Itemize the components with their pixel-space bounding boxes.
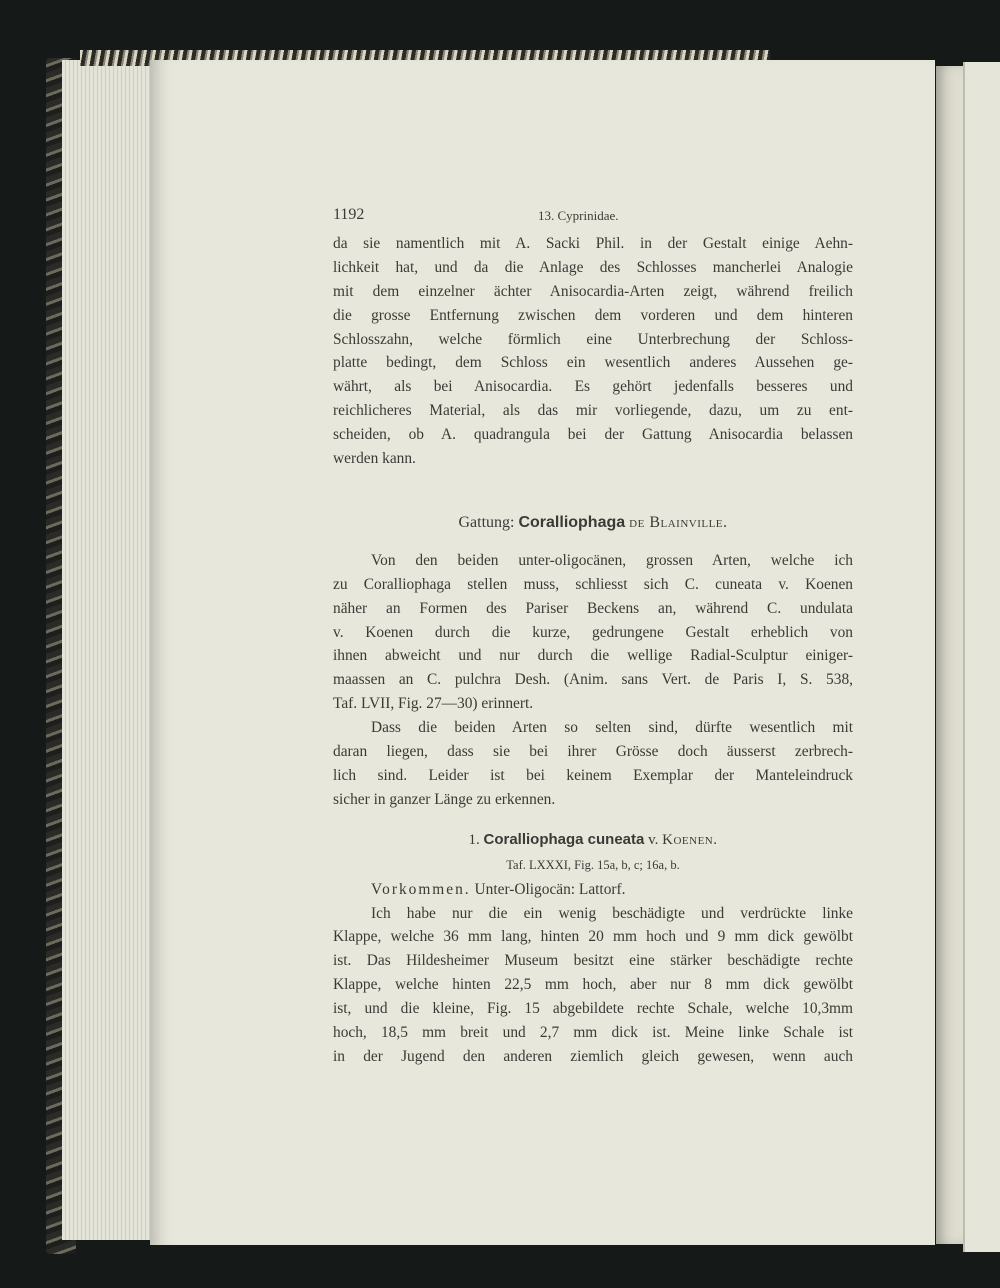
text-line: lichkeit hat, und da die Anlage des Schlosses mancherlei Analogie xyxy=(333,258,853,276)
text-line: Schlosszahn, welche förmlich eine Unterbrechung der Schloss- xyxy=(333,330,853,348)
page-number: 1192 xyxy=(333,206,365,223)
paragraph-anisocardia xyxy=(333,232,853,471)
paragraph-genus-intro xyxy=(333,549,853,716)
text-line: Klappe, welche 36 mm lang, hinten 20 mm hoch und 9 mm dick gewölbt xyxy=(333,928,853,946)
text-line: lich sind. Leider ist bei keinem Exemplar der Manteleindruck xyxy=(333,766,853,784)
text-line: währt, als bei Anisocardia. Es gehört jedenfalls besseres und xyxy=(333,378,853,396)
text-line: Ich habe nur die ein wenig beschädigte und verdrückte linke xyxy=(371,904,853,922)
text-line: die grosse Entfernung zwischen dem vorderen und dem hinteren xyxy=(333,306,853,324)
text-line: ist, und die kleine, Fig. 15 abgebildete rechte Schale, welche 10,3mm xyxy=(333,1000,853,1018)
species-number: 1. xyxy=(468,831,480,848)
text-line: daran liegen, dass sie bei ihrer Grösse doch äusserst zerbrech- xyxy=(333,743,853,761)
text-line: reichlicheres Material, als das mir vorliegende, dazu, um zu ent- xyxy=(333,402,853,420)
text-line: zu Coralliophaga stellen muss, schliesst sich C. cuneata v. Koenen xyxy=(333,575,853,593)
paragraph-rarity xyxy=(333,716,853,812)
species-author: Koenen. xyxy=(662,831,718,848)
species-author-prefix: v. xyxy=(648,831,659,848)
text-line: Klappe, welche hinten 22,5 mm hoch, aber nur 8 mm dick gewölbt xyxy=(333,976,853,994)
facing-page-strip xyxy=(963,62,1000,1252)
genus-name: Coralliophaga xyxy=(518,513,626,531)
species-name: Coralliophaga cuneata xyxy=(483,830,645,848)
genus-prefix: Gattung: xyxy=(458,513,519,531)
text-line: in der Jugend den anderen ziemlich gleich gewesen, wenn auch xyxy=(333,1047,853,1065)
genus-author: de Blainville. xyxy=(629,513,728,531)
text-line: da sie namentlich mit A. Sacki Phil. in der Gestalt einige Aehn- xyxy=(333,235,853,252)
text-line: werden kann. xyxy=(333,450,416,468)
chapter-title: 13. Cyprinidae. xyxy=(538,208,619,223)
text-line: v. Koenen durch die kurze, gedrungene Gestalt erheblich von xyxy=(333,623,853,641)
text-line: platte bedingt, dem Schloss ein wesentlich anderes Aussehen ge- xyxy=(333,354,853,372)
text-line: ihnen abweicht und nur durch die wellige Radial-Sculptur einiger- xyxy=(333,647,853,665)
species-heading xyxy=(333,828,853,852)
text-line: näher an Formen des Pariser Beckens an, während C. undulata xyxy=(333,599,853,617)
genus-heading xyxy=(333,509,853,537)
text-line: maassen an C. pulchra Desh. (Anim. sans Vert. de Paris I, S. 538, xyxy=(333,671,853,689)
occurrence-text: Unter-Oligocän: Lattorf. xyxy=(474,880,626,898)
occurrence-line xyxy=(333,878,853,902)
text-line: mit dem einzelner ächter Anisocardia-Arten zeigt, während freilich xyxy=(333,282,853,300)
paragraph-specimens xyxy=(333,902,853,1069)
text-line: Von den beiden unter-oligocänen, grossen Arten, welche ich xyxy=(371,551,853,569)
text-line: Taf. LVII, Fig. 27—30) erinnert. xyxy=(333,695,534,713)
text-line: hoch, 18,5 mm breit und 2,7 mm dick ist. Meine linke Schale ist xyxy=(333,1024,853,1042)
text-line: sicher in ganzer Länge zu erkennen. xyxy=(333,790,556,808)
paragraph-occurrence xyxy=(333,878,853,902)
plate-reference: Taf. LXXXI, Fig. 15a, b, c; 16a, b. xyxy=(506,857,680,872)
text-line: scheiden, ob A. quadrangula bei der Gattung Anisocardia belassen xyxy=(333,426,853,444)
running-head xyxy=(333,206,853,232)
page-content xyxy=(333,206,853,1069)
occurrence-label: Vorkommen. xyxy=(371,880,471,898)
text-line: ist. Das Hildesheimer Museum besitzt eine stärker beschädigte rechte xyxy=(333,952,853,970)
text-line: Dass die beiden Arten so selten sind, dürfte wesentlich mit xyxy=(371,719,853,737)
